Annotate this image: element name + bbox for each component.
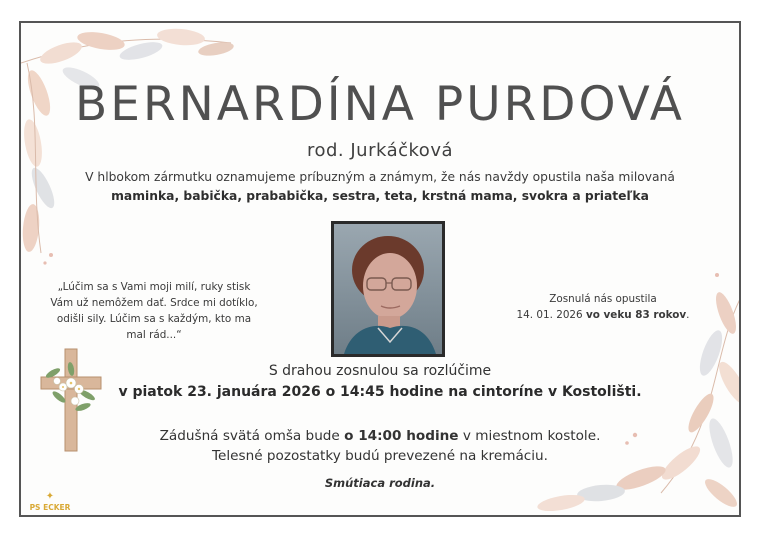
relations-line: maminka, babička, prababička, sestra, teta, krstná mama, svokra a priateľka bbox=[111, 189, 649, 203]
logo-text: PS ECKER bbox=[29, 503, 71, 512]
obituary-card bbox=[19, 21, 741, 517]
farewell-intro: S drahou zosnulou sa rozlúčime bbox=[268, 363, 492, 379]
announcement-line: V hlbokom zármutku oznamujeme príbuzným a známym, že nás navždy opustila naša milovaná bbox=[85, 170, 675, 184]
death-date-line bbox=[509, 307, 697, 323]
quote-line: „Lúčim sa s Vami moji milí, ruky stisk bbox=[57, 281, 251, 293]
funeral-details: v piatok 23. januára 2026 o 14:45 hodine na cintoríne v Kostolišti. bbox=[118, 384, 642, 400]
cremation-line: Telesné pozostatky budú prevezené na kremáciu. bbox=[212, 448, 548, 464]
mass-info bbox=[21, 426, 739, 466]
maiden-name: rod. Jurkáčková bbox=[306, 140, 453, 161]
death-intro: Zosnulá nás opustila bbox=[549, 293, 657, 305]
quote-line: Vám už nemôžem dať. Srdce mi dotíklo, bbox=[50, 297, 258, 309]
logo-icon: ✦ bbox=[45, 491, 55, 502]
quote-line: mal rád...“ bbox=[126, 329, 182, 341]
company-logo bbox=[23, 491, 77, 515]
deceased-name: BERNARDÍNA PURDOVÁ bbox=[75, 77, 685, 132]
announcement bbox=[21, 168, 739, 206]
mass-post: v miestnom kostole. bbox=[458, 428, 601, 444]
portrait-photo bbox=[331, 221, 445, 357]
signature: Smútiaca rodina. bbox=[324, 476, 436, 490]
quote-line: odišli sily. Lúčim sa s každým, kto ma bbox=[56, 313, 252, 325]
mass-time: o 14:00 hodine bbox=[344, 428, 459, 444]
death-age: vo veku 83 rokov bbox=[585, 309, 687, 321]
farewell-quote bbox=[49, 279, 259, 343]
death-info bbox=[509, 291, 697, 323]
mass-pre: Zádušná svätá omša bude bbox=[159, 428, 345, 444]
mass-line bbox=[21, 426, 739, 446]
death-period: . bbox=[686, 309, 690, 321]
death-date: 14. 01. 2026 bbox=[516, 309, 583, 321]
